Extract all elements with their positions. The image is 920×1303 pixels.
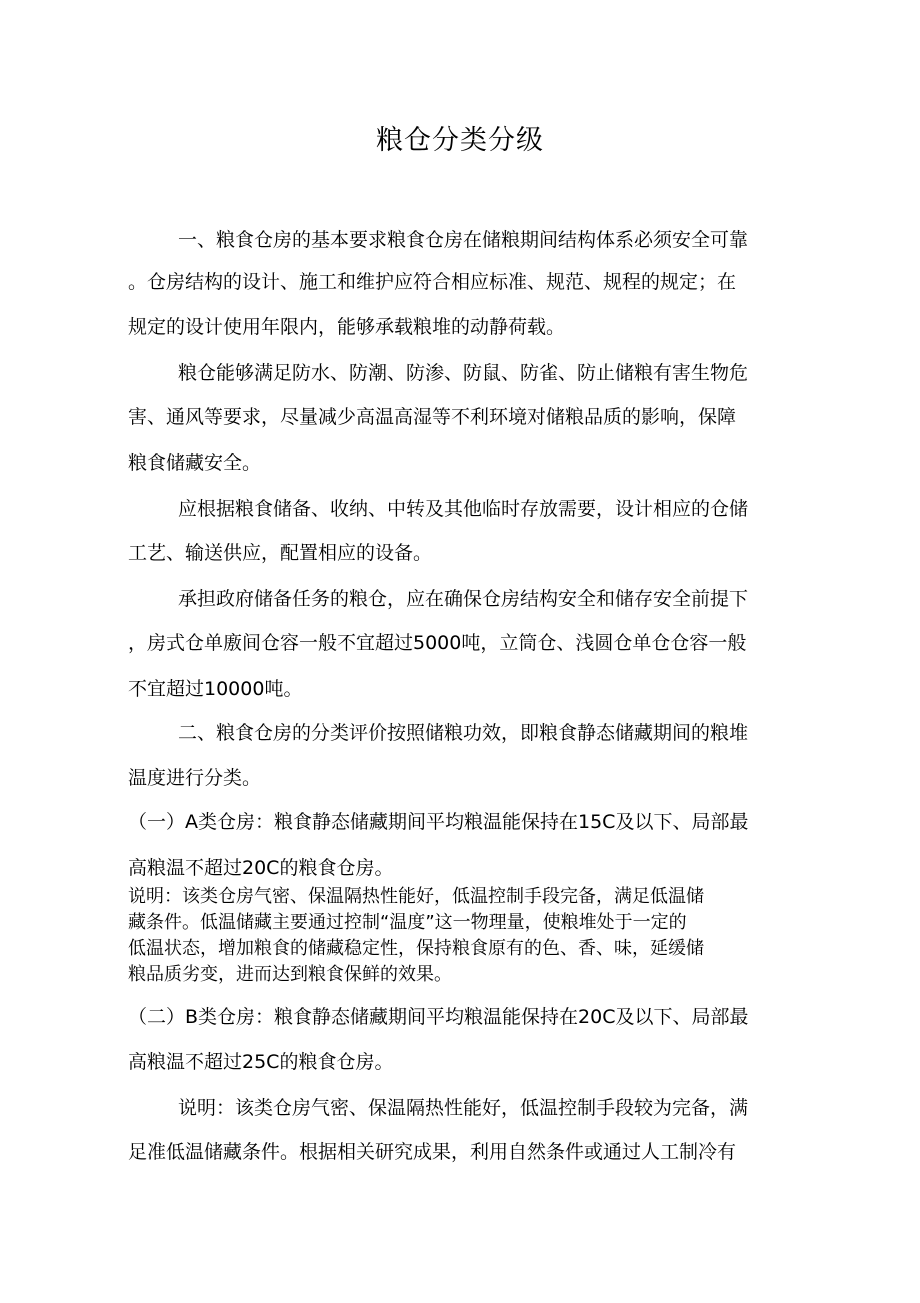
paragraph-line: 温度进行分类。 bbox=[128, 767, 262, 789]
paragraph-line: 规定的设计使用年限内，能够承载粮堆的动静荷载。 bbox=[128, 316, 566, 338]
paragraph-line: 一、粮食仓房的基本要求粮食仓房在储粮期间结构体系必须安全可靠 bbox=[178, 229, 749, 251]
paragraph-line: 应根据粮食储备、收纳、中转及其他临时存放需要，设计相应的仓储 bbox=[178, 498, 749, 520]
paragraph-line: 高粮温不超过20C的粮食仓房。 bbox=[128, 857, 394, 879]
paragraph-line: 二、粮食仓房的分类评价按照储粮功效，即粮食静态储藏期间的粮堆 bbox=[178, 722, 749, 744]
note-line: 说明：该类仓房气密、保温隔热性能好，低温控制手段完备，满足低温储 bbox=[128, 886, 704, 907]
page-title: 粮仓分类分级 bbox=[376, 125, 544, 156]
paragraph-line: 足准低温储藏条件。根据相关研究成果，利用自然条件或通过人工制冷有 bbox=[128, 1141, 737, 1163]
paragraph-line: 说明：该类仓房气密、保温隔热性能好，低温控制手段较为完备，满 bbox=[178, 1097, 749, 1119]
paragraph-line: 高粮温不超过25C的粮食仓房。 bbox=[128, 1051, 394, 1073]
section-heading-a: （一）A类仓房：粮食静态储藏期间平均粮温能保持在15C及以下、局部最 bbox=[128, 811, 749, 833]
paragraph-line: 粮仓能够满足防水、防潮、防渗、防鼠、防雀、防止储粮有害生物危 bbox=[178, 362, 749, 384]
paragraph-line: ，房式仓单廒间仓容一般不宜超过5000吨，立筒仓、浅圆仓单仓仓容一般 bbox=[128, 632, 747, 654]
paragraph-line: 。仓房结构的设计、施工和维护应符合相应标准、规范、规程的规定；在 bbox=[128, 271, 737, 293]
note-line: 藏条件。低温储藏主要通过控制“温度”这一物理量，使粮堆处于一定的 bbox=[128, 912, 687, 933]
paragraph-line: 工艺、输送供应，配置相应的设备。 bbox=[128, 542, 433, 564]
paragraph-line: 害、通风等要求，尽量减少高温高湿等不利环境对储粮品质的影响，保障 bbox=[128, 406, 737, 428]
paragraph-line: 粮食储藏安全。 bbox=[128, 452, 262, 474]
paragraph-line: 承担政府储备任务的粮仓，应在确保仓房结构安全和储存安全前提下 bbox=[178, 588, 749, 610]
note-line: 低温状态，增加粮食的储藏稳定性，保持粮食原有的色、香、味，延缓储 bbox=[128, 938, 704, 959]
note-line: 粮品质劣变，进而达到粮食保鲜的效果。 bbox=[128, 964, 452, 985]
paragraph-line: 不宜超过10000吨。 bbox=[128, 678, 303, 700]
section-heading-b: （二）B类仓房：粮食静态储藏期间平均粮温能保持在20C及以下、局部最 bbox=[128, 1006, 749, 1028]
